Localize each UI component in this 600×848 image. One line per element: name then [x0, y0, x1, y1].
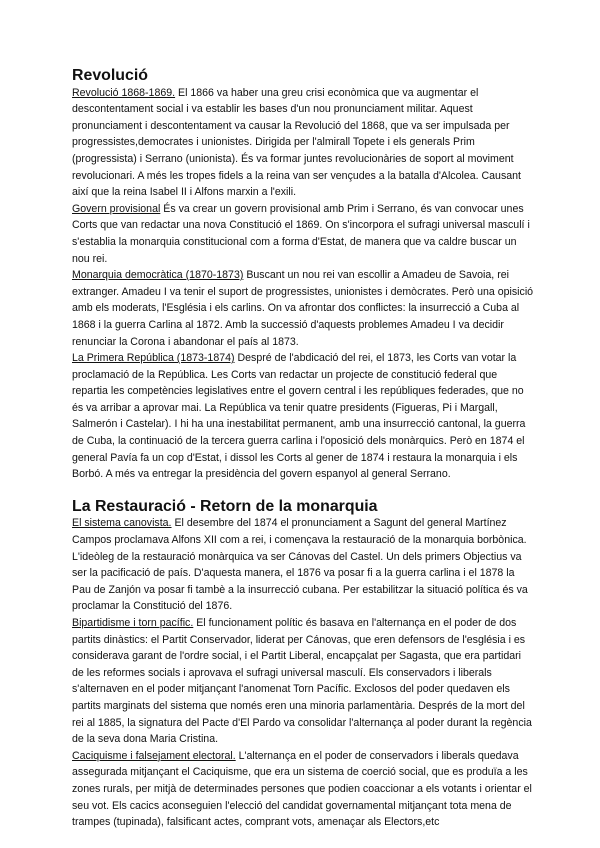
paragraph-text: El 1866 va haber una greu crisi econòmica que va augmentar el descontentament social i va establir les bases d'un nou pronunciament militar. Aquest pronunciament i descontentament va causar la Revolució del 1868, que va ser impulsada per progressistes,democrates i unionistes. Dirigida per l'almirall Topete i els generals Prim (progressista) i Serrano (unionista). És va formar juntes revolucionàries de soport al moviment revolucionari. A més les tropes fidels a la reina van ser vençudes a la batalla d'Alcolea. Causant així que la reina Isabel II i Alfons marxin a l'exili.: [72, 86, 521, 199]
paragraph-term: La Primera República (1873-1874): [72, 352, 235, 365]
section-title: Revolució: [72, 67, 148, 84]
paragraph-text: L'alternança en el poder de conservadors i liberals quedava assegurada mitjançant el Caciquisme, que era un sistema de coerció social, que es produïa a les zones rurals, per mitjà de determinades persones que podien coaccionar a els votants i orientar el seu vot. Els cacics aconseguien l'elecció del candidat governamental mitjançant tota mena de trampes (tupinada), falsificant actes, comprant vots, amenaçar als Electors,etc: [72, 749, 532, 829]
paragraph-text: Buscant un nou rei van escollir a Amadeu de Savoia, rei extranger. Amadeu I va tenir el suport de progressistes, unionistes i demòcrates. Però una opisició amb els moderats, l'Església i els carlins. On va afrontar dos conflictes: la insurrecció a Cuba al 1868 i la guerra Carlina al 1872. Amb la successió d'aquests problemes Amadeu I va decidir renunciar la Corona i abandonar el país al 1873.: [72, 269, 534, 348]
paragraph-term: El sistema canovista.: [72, 517, 172, 530]
paragraph-term: Caciquisme i falsejament electoral.: [72, 749, 236, 762]
document-body: [72, 68, 534, 831]
paragraph: [72, 515, 534, 615]
paragraph-term: Bipartidisme i torn pacífic.: [72, 617, 194, 629]
paragraph: [72, 201, 534, 267]
paragraph: [72, 748, 534, 831]
paragraph: [72, 350, 534, 483]
paragraph-text: És va crear un govern provisional amb Prim i Serrano, és van convocar unes Corts que van redactar una nova Constitució el 1869. On s'incorpora el sufragi universal masculí i s'establia la monarquia constitucional com a forma d'Estat, de manera que va caldre buscar un nou rei.: [72, 202, 530, 265]
paragraph-term: Monarquia democràtica (1870-1873): [72, 269, 244, 282]
section-restauracio: [72, 499, 534, 831]
section-revolucio: [72, 68, 534, 483]
paragraph-text: El desembre del 1874 el pronunciament a Sagunt del general Martínez Campos proclamava Alfons XII com a rei, i començava la restauració de la monarquia borbònica. L'ideòleg de la restauració monàrquica va ser Cánovas del Castel. Un dels primers Objectius va ser la pacificació de país. D'aquesta manera, el 1876 va posar fi a la guerra carlina i el 1878 la Pau de Zanjón va posar fi tambè a la insurrecció cubana. Per estabilitzar la situació política és va proclamar la Constitució del 1876.: [72, 517, 528, 613]
section-title: La Restauració - Retorn de la monarquia: [72, 497, 378, 515]
paragraph: [72, 85, 534, 201]
paragraph-term: Govern provisional: [72, 202, 161, 215]
section-spacer: [72, 483, 534, 499]
paragraph-text: Despré de l'abdicació del rei, el 1873, les Corts van votar la proclamació de la República. Les Corts van redactar un projecte de constitució federal que repartia les competències legislatives entre el govern central i les repúbliques federades, que no és va arribar a aprovar mai. La República va tenir quatre presidents (Figueras, Pi i Margall, Salmerón i Castelar). I hi ha una inestabilitat permanent, amb una insurrecció cantonal, la guerra de Cuba, la continuació de la tercera guerra carlina i l'oposició dels monàrquics. Però en 1874 el general Pavía fa un cop d'Estat, i dissol les Corts al gener de 1874 i restaura la monarquia i els Borbó. A més va entregar la presidència del govern espanyol al general Serrano.: [72, 352, 526, 481]
paragraph-text: El funcionament polític és basava en l'alternança en el poder de dos partits dinàstics: el Partit Conservador, liderat per Cánovas, que eren defensors de l'església i es considerava garant de l'ordre social, i el Partit Liberal, encapçalat per Sagasta, que era partidari de les reformes socials i aprovava el sufragi universal masculí. Els conservadors i liberals s'alternaven en el poder mitjançant l'anomenat Torn Pacífic. Exclosos del poder quedaven els partits marginats del sistema que només eren una minoria parlamentària. Després de la mort del rei al 1885, la signatura del Pacte d'El Pardo va consolidar l'alternança al poder durant la regència de la seva dona Maria Cristina.: [72, 617, 532, 746]
paragraph-term: Revolució 1868-1869.: [72, 86, 176, 99]
paragraph: [72, 267, 534, 350]
paragraph: [72, 615, 534, 748]
